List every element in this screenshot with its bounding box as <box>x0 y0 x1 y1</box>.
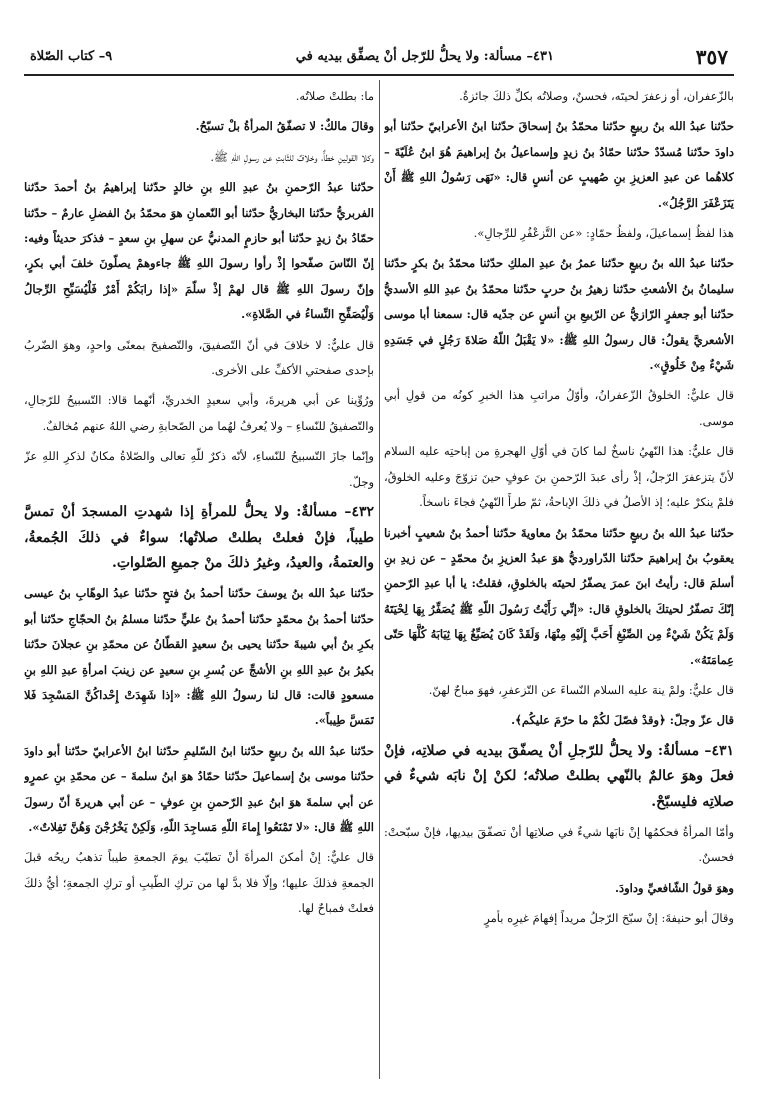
right-column <box>384 84 734 1086</box>
running-header <box>24 46 734 70</box>
commentary: قال عليٌّ: الخلوقُ الزّعفرانُ، وأوّلُ مراتبِ هذا الخبرِ كونُه من قولِ أبي موسى. <box>384 388 734 428</box>
paragraph: بالزّعفران، أو زعفرَ لحيتَه، فحسنٌ، وصلاتُه بكلِّ ذلكَ جائزةٌ. <box>459 89 734 103</box>
left-column <box>24 84 374 1086</box>
hadith-chain: حدّثنا عبدُ الرّحمنِ بنُ عبدِ اللهِ بنِ خالدٍ حدّثنا إبراهيمُ بنُ أحمدَ حدّثنا الفربريُّ حدّثنا البخاريُّ حدّثنا أبو النّعمانِ هوَ محمّدُ بنُ الفضلِ عارمٌ – حدّثنا حمّادُ بنُ زيدٍ حدّثنا أبو حازمٍ المدنيُّ عن سهلِ بنِ سعدٍ – فذكرَ حديثاً وفيه: إنّ النّاسَ صفّحوا إذْ رأوا رسولَ اللهِ ﷺ جاءوهمْ يصلّونَ خلفَ أبي بكرٍ، وإنّ رسولَ اللهِ ﷺ قال لهمْ إذْ سلّمَ «إذا رابَكُمْ أَمْرٌ فَلْيُسَبِّحِ الرِّجالُ وَلْيُصَفِّحِ النِّساءُ في الصَّلاةِ». <box>24 180 374 322</box>
issue-title: ٤٣١– مسألة: ولا يحلُّ للرّجل أنْ يصفِّق بيديه في <box>295 49 554 64</box>
issue-431-heading: ٤٣١– مسألةٌ: ولا يحلُّ للرّجلِ أنْ يصفّقَ بيديه في صلاتِه، فإنْ فعلَ وهوَ عالمٌ بالنّهي بطلتْ صلاتُه؛ لكنْ إنْ نابَه شيءٌ في صلاتِه فليسبّحْ. <box>384 742 734 810</box>
paragraph: وأمّا المرأةُ فحكمُها إنْ نابَها شيءٌ في صلاتِها أنْ تصفّقَ بيديها، فإنْ سبّحتْ: فحسنٌ. <box>384 824 734 865</box>
hadith-chain: حدّثنا عبدُ الله بنُ ربيعٍ حدّثنا عمرُ بنُ عبدِ الملكِ حدّثنا محمّدُ بنُ بكرٍ حدّثنا سليمانُ بنُ الأشعثِ حدّثنا زهيرُ بنُ حربٍ حدّثنا محمّدُ بنُ عبدِ اللهِ الأسديُّ حدّثنا أبو جعفرٍ الرّازيُّ عن الرّبيعِ بنِ أنسٍ عن جدّيه قال: سمعنا أبا موسى الأشعريَّ يقولُ: قال رسولُ اللهِ ﷺ: «لا يَقْبَلُ اللّهُ صَلاةَ رَجُلٍ في جَسَدِهِ شَيْءٌ مِنْ خَلُوقٍ». <box>384 256 734 373</box>
page-number: ٣٥٧ <box>695 45 728 69</box>
opinion: وهوَ قولُ الشّافعيِّ وداودَ. <box>614 880 734 895</box>
paragraph: هذا لفظُ إسماعيلَ، ولفظُ حمّادٍ: «عن التَّزعْفُرِ للرِّجالِ». <box>473 226 734 241</box>
hadith-chain: حدّثنا عبدُ الله بنُ ربيعٍ حدّثنا محمّدُ بنُ معاويةَ حدّثنا أحمدُ بنُ شعيبٍ أخبرنا يعقوبُ بنُ إبراهيمَ حدّثنا الدّراورديُّ هوَ عبدُ العزيزِ بنُ محمّدٍ – عن زيدِ بنِ أسلمَ قال: رأيتُ ابنَ عمرَ يصفّرُ لحيتَه بالخلوقِ، فقلتُ: يا أبا عبدِ الرّحمنِ إنّكَ تصفّرُ لحيتكَ بالخلوقِ قال: «إنِّي رَأَيْتُ رَسُولَ اللّهِ ﷺ يُصَفِّرُ بِهَا لِحْيَتَهُ وَلَمْ يَكُنْ شَيْءٌ مِن الصِّبْغِ أَحَبَّ إِلَيْهِ مِنْهَا، وَلَقَدْ كَانَ يُصَبِّغُ بِهَا ثِيَابَهُ كُلَّهَا حَتّى عِمامَتَهُ». <box>384 525 734 667</box>
header-rule <box>24 74 734 76</box>
commentary: قال عليٌّ: لا خلافَ في أنّ التّصفيقَ، والتّصفيحَ بمعنًى واحدٍ، وهوَ الضّربُ بإحدى صفحتي الأكفِّ على الأخرى. <box>24 337 374 378</box>
column-divider <box>379 80 380 1079</box>
hadith-chain: حدّثنا عبدُ الله بنُ ربيعٍ حدّثنا محمّدُ بنُ إسحاقَ حدّثنا ابنُ الأعرابيّ حدّثنا أبو داودَ حدّثنا مُسدّدٌ حدّثنا حمّادُ بنُ زيدٍ وإسماعيلُ بنُ إبراهيمَ هُوَ ابنُ عُلَيّةَ – كلاهُما عن عبدِ العزيزِ بنِ صُهيبٍ عن أنسٍ قال: «نَهَى رَسُولُ اللهِ ﷺ أَنْ يَتَزَعْفَرَ الرَّجُلُ». <box>384 119 734 210</box>
paragraph: وكلا القولينِ خطأٌ، وخلافٌ للثّابتِ عن رسولِ اللهِ ﷺ. <box>210 149 374 164</box>
paragraph: ما: بطلتْ صلاتُه. <box>295 89 374 103</box>
hadith-chain: حدّثنا عبدُ الله بنُ ربيعٍ حدّثنا ابنُ السّليمِ حدّثنا ابنُ الأعرابيّ حدّثنا أبو داودَ حدّثنا موسى بنُ إسماعيلَ حدّثنا حمّادُ هوَ ابنُ سلمةَ – عن محمّدِ بنِ عمرٍو عن أبي سلمةَ هوَ ابنُ عبدِ الرّحمنِ بنِ عوفٍ – عن أبي هريرةَ أنّ رسولَ اللهِ ﷺ قال: «لا تَمْنَعُوا إِماءَ اللّهِ مَساجِدَ اللّهِ، وَلَكِنْ يَخْرُجْنَ وَهُنَّ تَفِلاتٌ». <box>24 743 374 834</box>
commentary: قال عليٌّ: هذا النّهيُ ناسخٌ لما كانَ في أوّلِ الهجرةِ من إباحتِه عليه السلام لأنّ يتزعفرَ الرّجلُ، إذْ رأى عبدَ الرّحمنِ بنَ عوفٍ حينَ تزوّجَ وعليه الخلوقُ، فلمْ ينكرْ عليه؛ إذ الأصلُ في ذلكَ الإباحةُ، ثمّ طرأَ النّهيُ فجاءَ ناسخاً. <box>384 444 734 510</box>
commentary: قال عليٌّ: ولمْ ينهَ عليه السلام النّساءَ عن التّزعفرِ، فهوَ مباحٌ لهنّ. <box>428 682 734 697</box>
issue-432-heading: ٤٣٢– مسألةٌ: ولا يحلُّ للمرأةِ إذا شهدتِ المسجدَ أنْ تمسَّ طيباً، فإنْ فعلتْ بطلتْ صلاتُها؛ سواءٌ في ذلكَ الجُمعةُ، والعتمةُ، والعيدُ، وغيرُ ذلكَ منْ جميعِ الصّلواتِ. <box>24 504 374 571</box>
paragraph: وإنّما جازَ التّسبيحُ للنّساءِ، لأنّه ذكرٌ للّهِ تعالى والصّلاةُ مكانٌ لذكرِ اللهِ عزّ وجلّ. <box>24 449 374 489</box>
commentary: قال عليٌّ: إنْ أمكنَ المرأةَ أنْ تطيّبَ يومَ الجمعةِ طيباً تذهبُ ريحُه قبلَ الجمعةِ فذلكَ عليها؛ وإلّا فلا بدَّ لها من تركِ الطّيبِ أو تركِ الجمعةِ؛ أيُّ ذلكَ فعلتْ فمباحٌ لها. <box>24 850 374 916</box>
book-title: ٩– كتاب الصّلاة <box>30 49 113 64</box>
opinion: وقالَ أبو حنيفةَ: إنْ سبّحَ الرّجلُ مريداً إفهامَ غيرِه بأمرٍ <box>484 911 734 926</box>
hadith-chain: حدّثنا عبدُ الله بنُ يوسفَ حدّثنا أحمدُ بنُ فتحٍ حدّثنا عبدُ الوهّابِ بنُ عيسى حدّثنا أحمدُ بنُ محمّدٍ حدّثنا أحمدُ بنُ عليٍّ حدّثنا مسلمُ بنُ الحجّاجِ حدّثنا أبو بكرِ بنُ أبي شيبةَ حدّثنا يحيى بنُ سعيدٍ القطّانُ عن محمّدِ بنِ عجلانَ حدّثنا بكيرُ بنُ عبدِ اللهِ بنِ الأشجِّ عن بُسرِ بنِ سعيدٍ عن زينبَ امرأةِ عبدِ اللهِ بنِ مسعودٍ قالت: قال لنا رسولُ اللهِ ﷺ: «إذا شَهِدَتْ إِحْداكُنَّ المَسْجِدَ فَلا تَمَسَّ طِيباً». <box>24 586 374 728</box>
opinion: وقالَ مالكٌ: لا تصفّقُ المرأةُ بلْ تسبّحُ. <box>195 119 374 134</box>
paragraph: ورُوِّينا عن أبي هريرةَ، وأبي سعيدٍ الخدريِّ، أنّهما قالا: التّسبيحُ للرّجالِ، والتّصفيقُ للنّساءِ – ولا يُعرفُ لهُما من الصّحابةِ رضي اللهُ عنهم مُخالفٌ. <box>24 393 374 433</box>
quran-verse: قال عزّ وجلّ: ﴿وقدْ فصّلَ لكُمْ ما حرّمَ عليكُم﴾. <box>511 713 734 728</box>
